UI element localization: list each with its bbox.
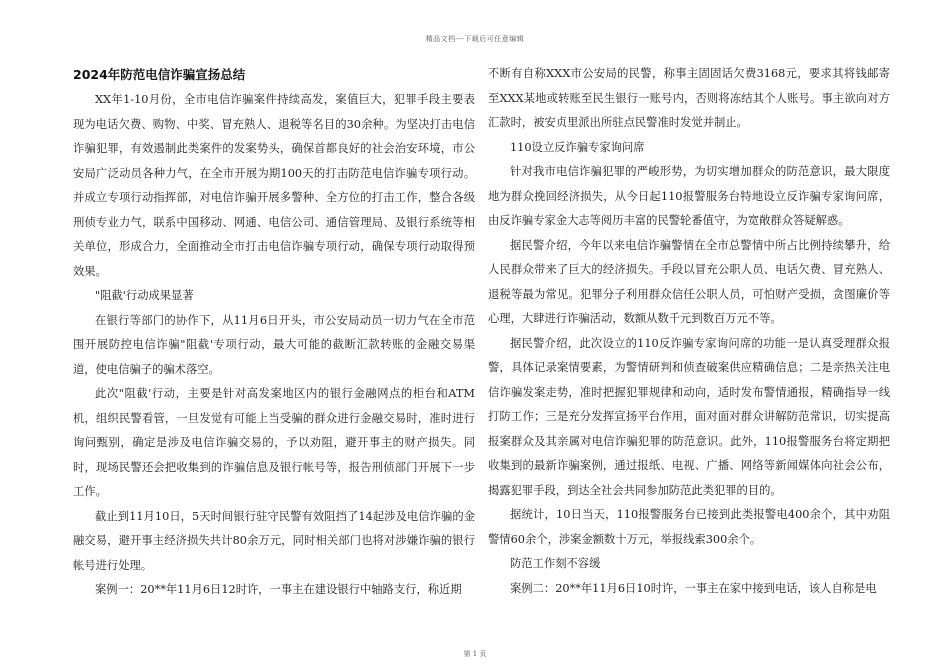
- left-column: [73, 62, 475, 603]
- right-column: [488, 62, 890, 601]
- paragraph-interception-result: 截止到11月10日，5天时间银行驻守民警有效阻挡了14起涉及电信诈骗的金融交易，避开事主经济损失共计80余万元，同时相关部门也将对涉嫌诈骗的银行帐号进行处理。: [73, 509, 475, 572]
- paragraph-expert-desk-setup: 针对我市电信诈骗犯罪的严峻形势，为切实增加群众的防范意识，最大限度地为群众挽回经济损失，从今日起110报警服务台特地设立反诈骗专家询问席，由反诈骗专家金大志等阅历丰富的民警轮番值守，为宽敞群众答疑解惑。: [488, 165, 890, 227]
- paragraph-desk-functions: 据民警介绍，此次设立的110反诈骗专家询问席的功能一是认真受理群众报警，具体记录案情要素，为警情研判和侦查破案供应精确信息；二是亲热关注电信诈骗发案走势，准时把握犯罪规律和动向，适时发布警情通报，精确指导一线打防工作；三是充分发挥宣扬平台作用，面对面对群众讲解防范常识，切实提高报案群众及其亲属对电信诈骗犯罪的防范意识。此外，110报警服务台将定期把收集到的最新诈骗案例，通过报纸、电视、广播、网络等新闻媒体向社会公布，揭露犯罪手段，到达全社会共同参加防范此类犯罪的目的。: [488, 336, 890, 497]
- page-header: 精品文档---下载后可任意编辑: [425, 35, 525, 43]
- paragraph-case-one-continued: 不断有自称XXX市公安局的民警，称事主固固话欠费3168元，要求其将钱邮寄至XXX某地或转账至民生银行一账号内，否则将冻结其个人账号。事主欲向对方汇款时，被安贞里派出所驻点民警准时发觉并制止。: [488, 67, 890, 129]
- paragraph-fraud-trend: 据民警介绍，今年以来电信诈骗警情在全市总警情中所占比例持续攀升，给人民群众带来了巨大的经济损失。手段以冒充公职人员、电话欠费、冒充熟人、退税等最为常见。犯罪分子利用群众信任公职人员，可怕财产受损，贪图廉价等心理，大肆进行诈骗活动，数额从数千元到数百万元不等。: [488, 238, 890, 325]
- paragraph-interception-start: 在银行等部门的协作下，从11月6日开头，市公安局动员一切力气在全市范围开展防控电信诈骗"阻截'专项行动，最大可能的截断汇款转账的金融交易渠道，使电信骗子的骗术落空。: [73, 313, 475, 376]
- section-heading-expert-desk: 110设立反诈骗专家询问席: [510, 140, 645, 154]
- paragraph-intro: XX年1-10月份，全市电信诈骗案件持续高发，案值巨大，犯罪手段主要表现为电话欠费、购物、中奖、冒充熟人、退税等名目的30余种。为坚决打击电信诈骗犯罪，有效遏制此类案件的发案势头，确保首都良好的社会治安环境，市公安局广泛动员各种力气，在全市开展为期100天的打击防范电信诈骗专项行动。并成立专项行动指挥部，对电信诈骗开展多警种、全方位的打击工作，整合各级刑侦专业力气，联系中国移动、网通、电信公司、通信管理局、及银行系统等相关单位，形成合力，全面推动全市打击电信诈骗专项行动，确保专项行动取得预效果。: [73, 93, 475, 278]
- paragraph-interception-detail: 此次"阻截'行动，主要是针对高发案地区内的银行金融网点的柜台和ATM机，组织民警看管，一旦发觉有可能上当受骗的群众进行金融交易时，准时进行询问甄别，确定是涉及电信诈骗交易的，予以劝阻，避开事主的财产损失。同时，现场民警还会把收集到的诈骗信息及银行帐号等，报告刑侦部门开展下一步工作。: [73, 387, 475, 498]
- paragraph-statistics: 据统计，10日当天，110报警服务台已接到此类报警电400余个，其中劝阻警情60余个，涉案金额数十万元，举报线索300余个。: [488, 508, 890, 546]
- section-heading-prevention: 防范工作刻不容缓: [510, 557, 601, 570]
- page-number: 第 1 页: [463, 650, 487, 658]
- section-heading-interception: "阻截'行动成果显著: [95, 289, 194, 302]
- paragraph-case-one-start: 案例一：20**年11月6日12时许，一事主在建设银行中轴路支行，称近期: [95, 583, 462, 596]
- paragraph-case-two-start: 案例二：20**年11月6日10时许，一事主在家中接到电话，该人自称是电: [510, 581, 877, 595]
- document-title: 2024年防范电信诈骗宣扬总结: [73, 67, 246, 82]
